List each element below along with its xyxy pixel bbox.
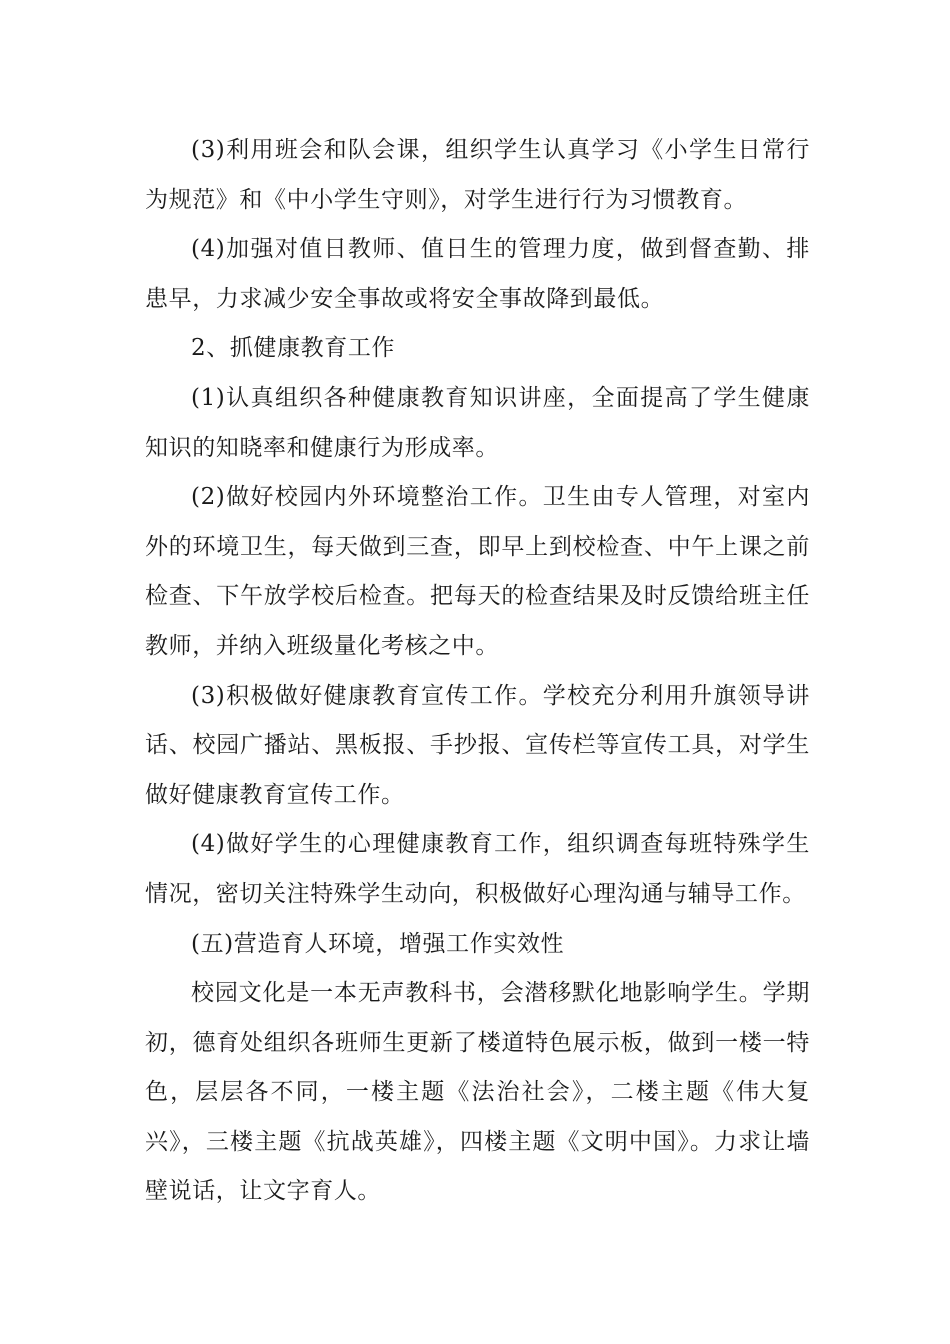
- paragraph-7: 校园文化是一本无声教科书，会潜移默化地影响学生。学期初，德育处组织各班师生更新了楼道特色展示板，做到一楼一特色，层层各不同，一楼主题《法治社会》，二楼主题《伟大复兴》，三楼主题《抗战英雄》，四楼主题《文明中国》。力求让墙壁说话，让文字育人。: [145, 980, 810, 1205]
- paragraph-5: (3)积极做好健康教育宣传工作。学校充分利用升旗领导讲话、校园广播站、黑板报、手抄报、宣传栏等宣传工具，对学生做好健康教育宣传工作。: [145, 682, 810, 808]
- paragraph-2: (4)加强对值日教师、值日生的管理力度，做到督查勤、排患早，力求减少安全事故或将安全事故降到最低。: [145, 236, 810, 312]
- document-body: [145, 126, 810, 1217]
- paragraph-4: (2)做好校园内外环境整治工作。卫生由专人管理，对室内外的环境卫生，每天做到三查，即早上到校检查、中午上课之前检查、下午放学校后检查。把每天的检查结果及时反馈给班主任教师，并纳入班级量化考核之中。: [145, 484, 810, 659]
- section-heading-health: 2、抓健康教育工作: [191, 335, 396, 362]
- section-heading-environment: (五)营造育人环境，增强工作实效性: [191, 930, 565, 957]
- paragraph-6: (4)做好学生的心理健康教育工作，组织调查每班特殊学生情况，密切关注特殊学生动向，积极做好心理沟通与辅导工作。: [145, 831, 810, 907]
- paragraph-1: (3)利用班会和队会课，组织学生认真学习《小学生日常行为规范》和《中小学生守则》，对学生进行行为习惯教育。: [145, 137, 810, 213]
- paragraph-3: (1)认真组织各种健康教育知识讲座，全面提高了学生健康知识的知晓率和健康行为形成率。: [145, 384, 810, 461]
